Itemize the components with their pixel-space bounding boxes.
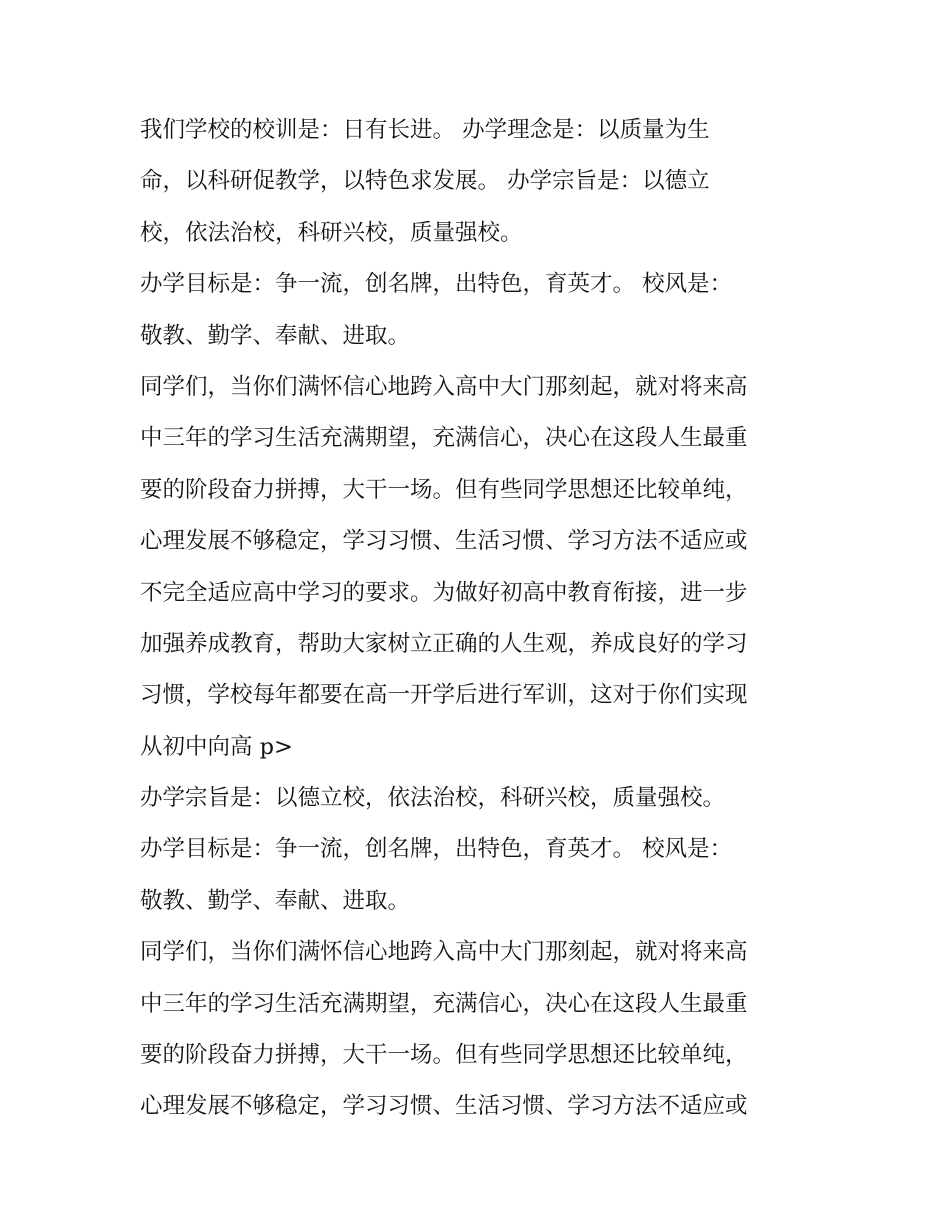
text-line: 办学目标是：争一流，创名牌，出特色，育英才。 校风是： (140, 836, 733, 863)
text-line: 同学们，当你们满怀信心地跨入高中大门那刻起，就对将来高 (140, 373, 748, 400)
text-line: 敬教、勤学、奉献、进取。 (140, 887, 411, 914)
text-line: 要的阶段奋力拼搏，大干一场。但有些同学思想还比较单纯， (140, 476, 748, 503)
text-line: 从初中向高 p> (140, 733, 293, 760)
text-line: 校，依法治校，科研兴校，质量强校。 (140, 219, 523, 246)
text-line: 心理发展不够稳定，学习习惯、生活习惯、学习方法不适应或 (140, 1093, 748, 1120)
text-line: 办学目标是：争一流，创名牌，出特色，育英才。 校风是： (140, 271, 733, 298)
text-line: 命，以科研促教学，以特色求发展。 办学宗旨是：以德立 (140, 168, 710, 195)
text-line: 中三年的学习生活充满期望，充满信心，决心在这段人生最重 (140, 425, 748, 452)
text-line: 不完全适应高中学习的要求。为做好初高中教育衔接，进一步 (140, 579, 748, 606)
text-line: 办学宗旨是：以德立校，依法治校，科研兴校，质量强校。 (140, 785, 726, 812)
document-body (140, 109, 840, 1137)
text-line: 我们学校的校训是：日有长进。 办学理念是：以质量为生 (140, 117, 710, 143)
text-line: 同学们，当你们满怀信心地跨入高中大门那刻起，就对将来高 (140, 939, 748, 966)
text-line: 中三年的学习生活充满期望，充满信心，决心在这段人生最重 (140, 990, 748, 1017)
text-line: 加强养成教育，帮助大家树立正确的人生观，养成良好的学习 (140, 630, 748, 657)
text-line: 习惯，学校每年都要在高一开学后进行军训，这对于你们实现 (140, 682, 748, 709)
text-line: 心理发展不够稳定，学习习惯、生活习惯、学习方法不适应或 (140, 528, 748, 555)
text-line: 要的阶段奋力拼搏，大干一场。但有些同学思想还比较单纯， (140, 1042, 748, 1069)
text-line: 敬教、勤学、奉献、进取。 (140, 322, 411, 349)
